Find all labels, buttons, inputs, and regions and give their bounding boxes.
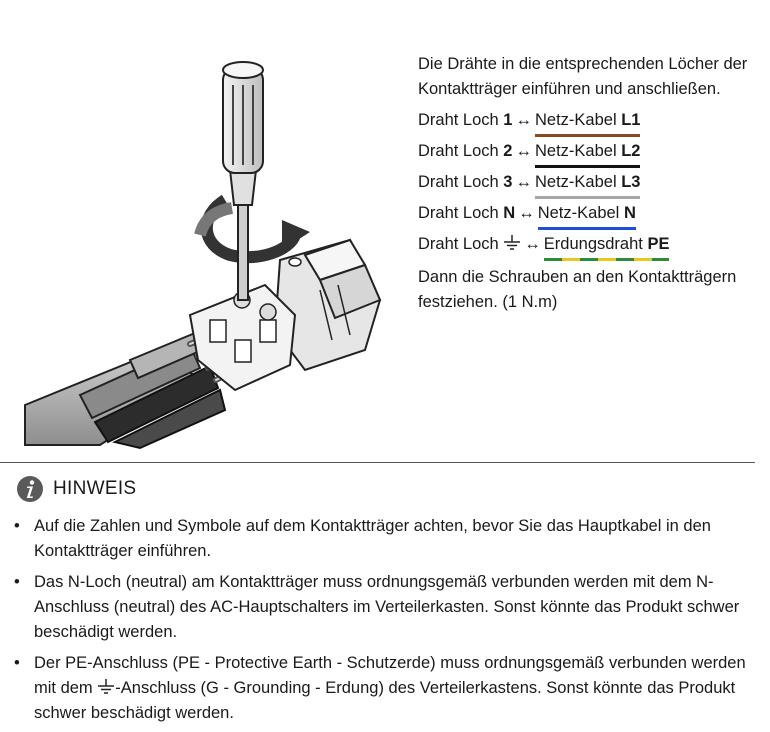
list-item: [14, 570, 759, 645]
cable-color-line: [535, 134, 640, 137]
list-item: [14, 514, 759, 564]
cable-code: L2: [621, 142, 641, 160]
wire-prefix: Draht Loch: [418, 204, 504, 222]
wire-row-l2: [418, 139, 763, 170]
cable-name: Erdungsdraht: [543, 235, 648, 253]
bullet: •: [14, 654, 20, 672]
instructions-outro: Dann die Schrauben an den Kontaktträgern festziehen. (1 N.m): [418, 268, 737, 311]
cable-name: Netz-Kabel: [534, 173, 622, 191]
cable-label-pe: [544, 232, 670, 257]
info-icon: [16, 475, 44, 503]
cable-code: PE: [647, 235, 670, 253]
wire-prefix: Draht Loch: [418, 173, 504, 191]
ground-icon: [97, 679, 115, 695]
list-item: [14, 651, 759, 726]
note-text: Das N-Loch (neutral) am Kontaktträger muss ordnungsgemäß verbunden werden mit dem N-Anschluss (neutral) des AC-Hauptschalters im Verteilerkasten. Sonst könnte das Produkt schwer beschädigt werden.: [34, 573, 740, 641]
cable-label-n: [538, 201, 636, 226]
note-text-after: -Anschluss (G - Grounding - Erdung) des Verteilerkastens. Sonst könnte das Produkt schwer beschädigt werden.: [34, 679, 736, 722]
wire-row-n: [418, 201, 763, 232]
connector-wiring-illustration: [20, 50, 415, 450]
wire-prefix: Draht Loch: [418, 142, 504, 160]
cable-code: L1: [621, 111, 641, 129]
wiring-instructions: [418, 52, 763, 315]
screwdriver: [223, 62, 263, 300]
note-title: HINWEIS: [53, 478, 137, 499]
cable-name: Netz-Kabel: [534, 111, 622, 129]
double-arrow: ↔: [518, 204, 535, 222]
note-text: Auf die Zahlen und Symbole auf dem Kontaktträger achten, bevor Sie das Hauptkabel in den Kontaktträger einführen.: [34, 517, 711, 560]
section-divider: [0, 462, 755, 463]
cable-color-line: [538, 227, 636, 230]
cable-color-line: [535, 196, 640, 199]
wire-row-l3: [418, 170, 763, 201]
wire-row-l1: [418, 108, 763, 139]
note-header: [16, 474, 136, 504]
wire-prefix: Draht Loch: [418, 235, 504, 253]
hole-number: 1: [503, 111, 513, 129]
double-arrow: ↔: [515, 142, 532, 160]
hole-number: N: [503, 204, 516, 222]
cable-color-line: [544, 258, 670, 261]
cable-code: N: [623, 204, 636, 222]
cable-color-line: [535, 165, 640, 168]
ground-icon: [503, 235, 521, 251]
bullet: •: [14, 517, 20, 535]
bullet: •: [14, 573, 20, 591]
cable-code: L3: [621, 173, 641, 191]
double-arrow: ↔: [515, 173, 532, 191]
cable-label-l3: [535, 170, 640, 195]
note-list: [14, 514, 759, 732]
rotation-arrow-icon: [200, 200, 310, 257]
hole-number: 2: [503, 142, 513, 160]
cable-name: Netz-Kabel: [534, 142, 622, 160]
cable-name: Netz-Kabel: [537, 204, 624, 222]
wire-row-pe: [418, 232, 763, 263]
wire-prefix: Draht Loch: [418, 111, 504, 129]
double-arrow: ↔: [515, 111, 532, 129]
hole-number: 3: [503, 173, 513, 191]
cable-label-l2: [535, 139, 640, 164]
double-arrow: ↔: [524, 235, 541, 253]
instructions-intro: Die Drähte in die entsprechenden Löcher der Kontaktträger einführen und anschließen.: [418, 55, 748, 98]
cable-label-l1: [535, 108, 640, 133]
note-text-before: Der PE-Anschluss (PE - Protective Earth - Schutzerde) muss ordnungsgemäß verbunden werden mit dem: [34, 654, 746, 697]
